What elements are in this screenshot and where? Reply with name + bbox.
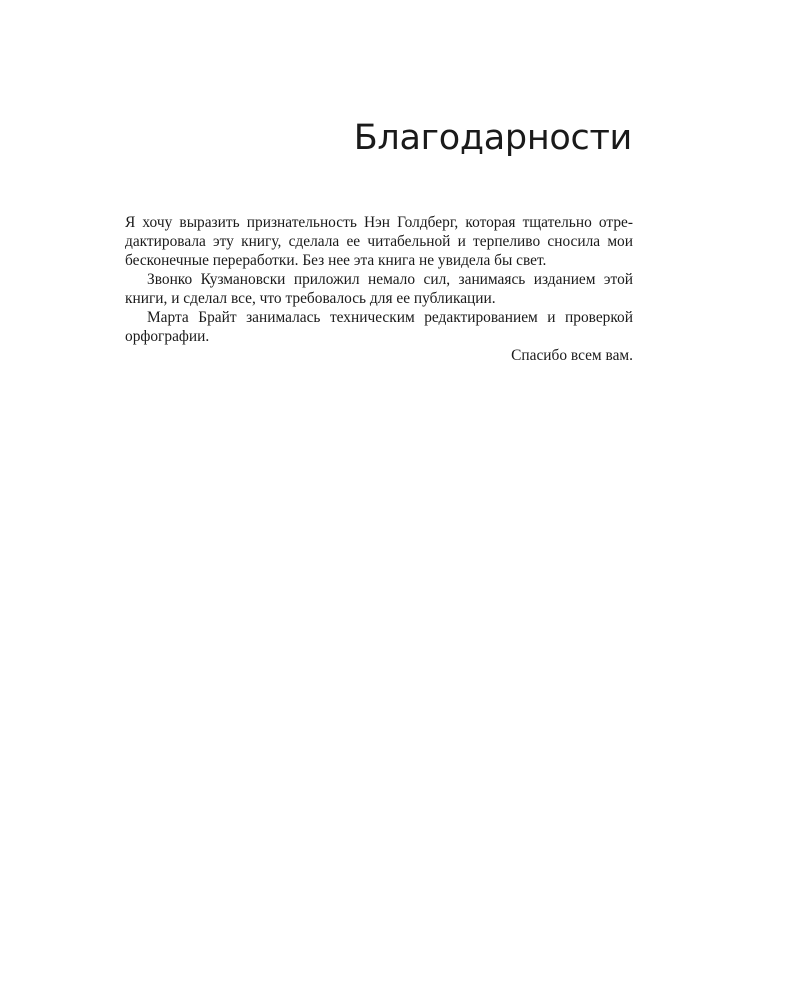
closing-line: Спасибо всем вам. xyxy=(511,347,633,364)
paragraph-bright: Марта Брайт занималась техническим редактированием и проверкой орфографии. xyxy=(125,309,633,345)
paragraph-kuzmanovski: Звонко Кузмановски приложил немало сил, занимаясь изданием этой книги, и сделал все, что требовалось для ее публикации. xyxy=(125,271,633,307)
page-title: Благодарности xyxy=(353,118,632,158)
acknowledgments-text xyxy=(125,213,633,365)
paragraph-goldberg: Я хочу выразить признательность Нэн Голдберг, которая тщательно отредактировала эту книгу, сделала ее читабельной и терпеливо сносила мои бесконечные переработки. Без нее эта книга не увидела бы свет. xyxy=(125,214,633,269)
